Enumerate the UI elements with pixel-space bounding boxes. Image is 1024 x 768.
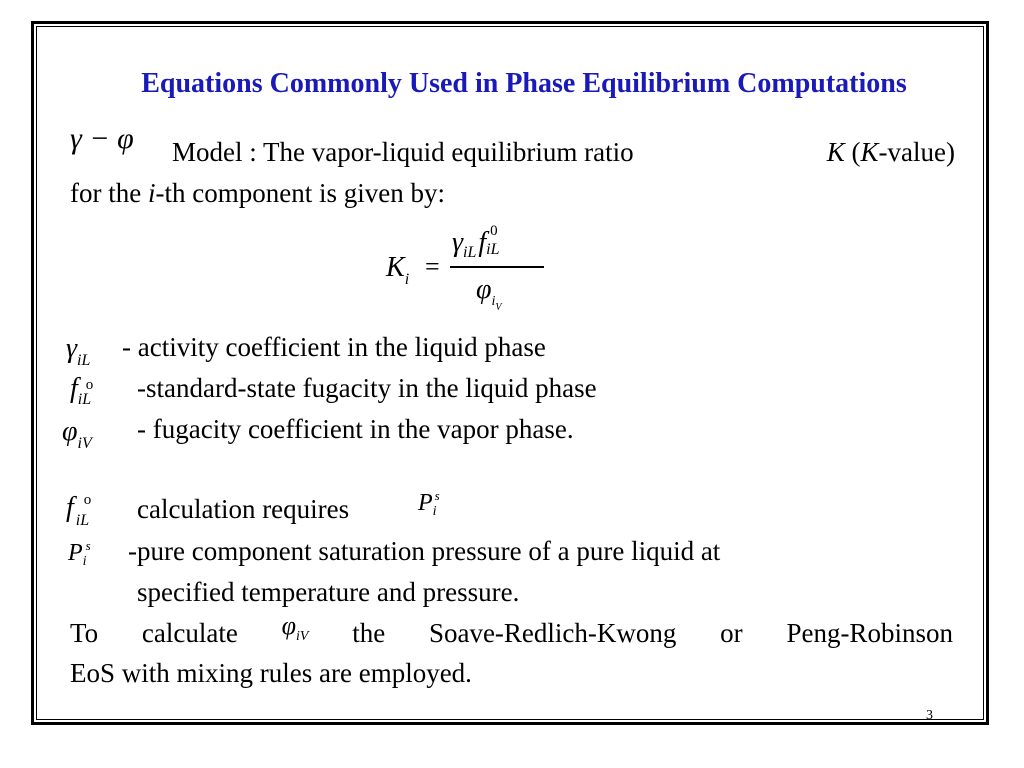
definition-gamma-text: - activity coefficient in the liquid phase bbox=[122, 332, 546, 362]
fraction-bar bbox=[450, 266, 544, 268]
definition-phi-text: - fugacity coefficient in the vapor phase. bbox=[137, 414, 574, 444]
calc-f-symbol: f o iL bbox=[66, 492, 92, 529]
closing-phi-symbol: $\varphi_{iV}$ bbox=[281, 611, 309, 644]
slide-title: Equations Commonly Used in Phase Equilibrium Computations bbox=[141, 68, 907, 99]
page-number: 3 bbox=[926, 708, 933, 723]
gamma-phi-symbol: γ − φ bbox=[70, 122, 134, 155]
definition-gamma-symbol: γiL bbox=[66, 333, 91, 369]
intro-line-2: for the i-th component is given by: bbox=[70, 178, 445, 208]
intro-line-1: Model : The vapor-liquid equilibrium ratio K (K-value) bbox=[172, 137, 955, 167]
closing-line-1: To calculate $\varphi_{iV}$ the Soave-Redlich-Kwong or Peng-Robinson bbox=[70, 611, 953, 648]
pressure-def-line-2: specified temperature and pressure. bbox=[137, 577, 520, 607]
calc-p-symbol: P s i bbox=[418, 488, 440, 519]
equation-denominator: $\varphi i_V$ bbox=[476, 274, 502, 313]
equation-lhs: Ki bbox=[386, 252, 410, 288]
equation-numerator: γiLf 0 iL bbox=[452, 223, 500, 261]
pressure-p-symbol: P s i bbox=[68, 538, 91, 569]
pressure-def-line-1: -pure component saturation pressure of a pure liquid at bbox=[128, 536, 721, 566]
equation-equals: = bbox=[425, 252, 440, 281]
definition-f-symbol: f o iL bbox=[70, 373, 94, 408]
calc-text: calculation requires bbox=[137, 494, 350, 524]
closing-line-2: EoS with mixing rules are employed. bbox=[70, 658, 472, 688]
definition-f-text: -standard-state fugacity in the liquid phase bbox=[137, 373, 597, 403]
definition-phi-symbol: φiV bbox=[62, 416, 92, 452]
